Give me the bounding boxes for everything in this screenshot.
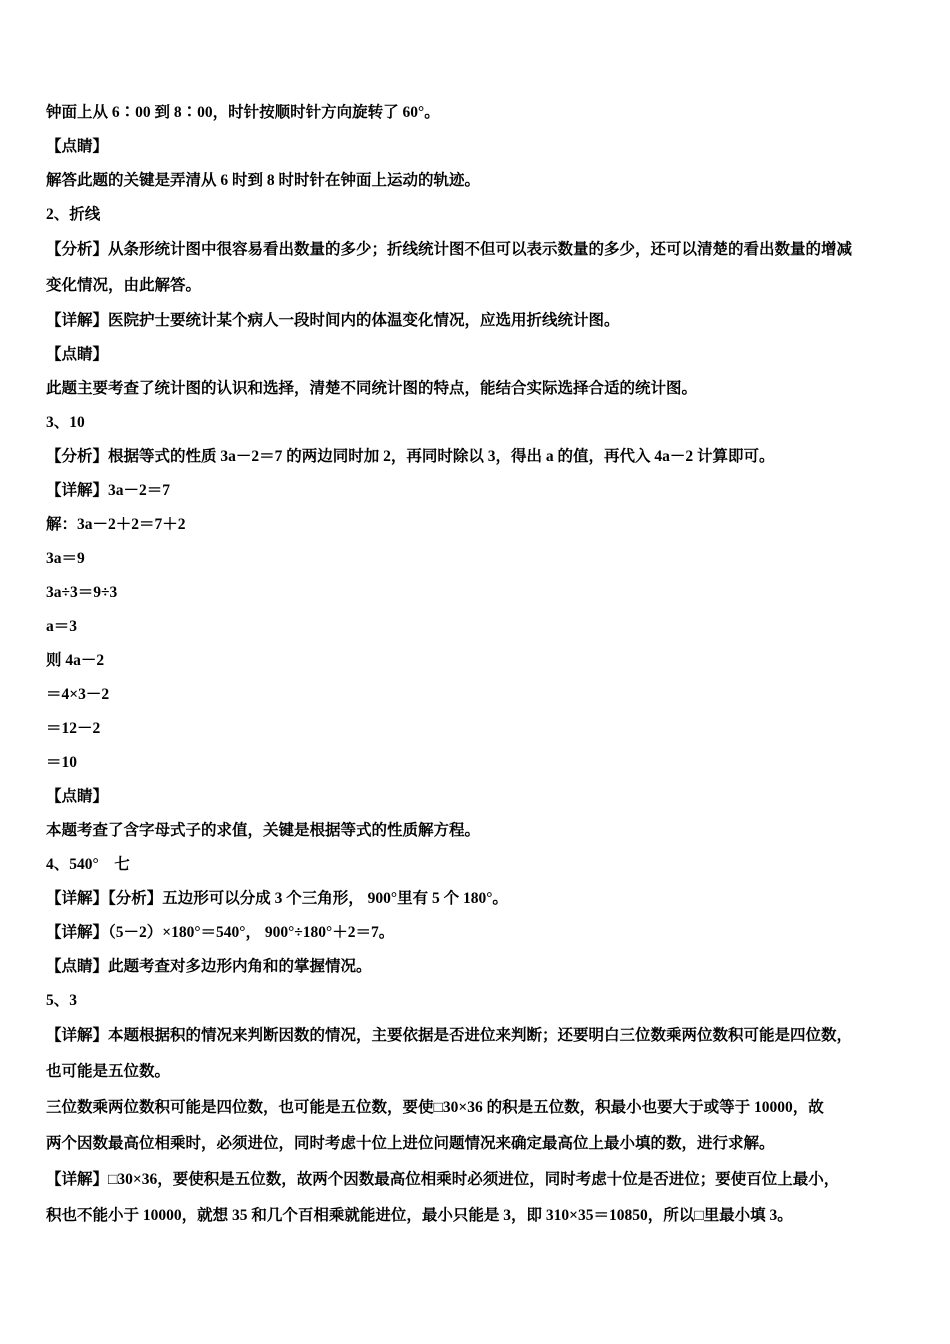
text-line: 【详解】□30×36，要使积是五位数，故两个因数最高位相乘时必须进位，同时考虑十位是否进位；要使百位上最小， bbox=[46, 1171, 840, 1188]
text-line: 【详解】【分析】五边形可以分成 3 个三角形， 900°里有 5 个 180°。 bbox=[46, 890, 508, 907]
equation-line: a＝3 bbox=[46, 618, 78, 635]
section-label: 【点睛】 bbox=[46, 138, 109, 155]
question-answer-heading: 2、折线 bbox=[46, 206, 101, 223]
equation-line: ＝4×3－2 bbox=[46, 686, 110, 703]
document-page bbox=[46, 96, 908, 1234]
text-line: 解答此题的关键是弄清从 6 时到 8 时时针在钟面上运动的轨迹。 bbox=[46, 172, 481, 189]
text-line: 【分析】根据等式的性质 3a－2＝7 的两边同时加 2，再同时除以 3，得出 a 的值，再代入 4a－2 计算即可。 bbox=[46, 448, 775, 465]
equation-line: ＝12－2 bbox=[46, 720, 101, 737]
equation-line: ＝10 bbox=[46, 754, 78, 771]
text-line: 【详解】（5－2）×180°＝540°， 900°÷180°＋2＝7。 bbox=[46, 924, 395, 941]
text-line: 【详解】3a－2＝7 bbox=[46, 482, 171, 499]
text-line: 也可能是五位数。 bbox=[46, 1063, 171, 1080]
equation-line: 解：3a－2＋2＝7＋2 bbox=[46, 516, 186, 533]
text-line: 钟面上从 6∶00 到 8∶00，时针按顺时针方向旋转了 60°。 bbox=[46, 104, 440, 121]
text-line: 两个因数最高位相乘时，必须进位，同时考虑十位上进位问题情况来确定最高位上最小填的数，进行求解。 bbox=[46, 1135, 775, 1152]
text-line: 【分析】从条形统计图中很容易看出数量的多少；折线统计图不但可以表示数量的多少，还可以清楚的看出数量的增减 bbox=[46, 241, 853, 258]
text-line: 【详解】医院护士要统计某个病人一段时间内的体温变化情况，应选用折线统计图。 bbox=[46, 312, 620, 329]
text-line: 【详解】本题根据积的情况来判断因数的情况，主要依据是否进位来判断；还要明白三位数乘两位数积可能是四位数， bbox=[46, 1027, 853, 1044]
text-line: 本题考查了含字母式子的求值，关键是根据等式的性质解方程。 bbox=[46, 822, 481, 839]
text-line: 【点睛】此题考查对多边形内角和的掌握情况。 bbox=[46, 958, 372, 975]
section-label: 【点睛】 bbox=[46, 346, 109, 363]
text-line: 三位数乘两位数积可能是四位数，也可能是五位数，要使□30×36 的积是五位数，积最小也要大于或等于 10000，故 bbox=[46, 1099, 824, 1116]
question-answer-heading: 4、540° 七 bbox=[46, 856, 130, 873]
text-line: 积也不能小于 10000，就想 35 和几个百相乘就能进位，最小只能是 3，即 310×35＝10850，所以□里最小填 3。 bbox=[46, 1207, 793, 1224]
section-label: 【点睛】 bbox=[46, 788, 109, 805]
text-line: 此题主要考查了统计图的认识和选择，清楚不同统计图的特点，能结合实际选择合适的统计图。 bbox=[46, 380, 698, 397]
question-answer-heading: 5、3 bbox=[46, 992, 78, 1009]
equation-line: 3a÷3＝9÷3 bbox=[46, 584, 118, 601]
text-line: 变化情况，由此解答。 bbox=[46, 277, 202, 294]
equation-line: 则 4a－2 bbox=[46, 652, 105, 669]
equation-line: 3a＝9 bbox=[46, 550, 85, 567]
question-answer-heading: 3、10 bbox=[46, 414, 85, 431]
